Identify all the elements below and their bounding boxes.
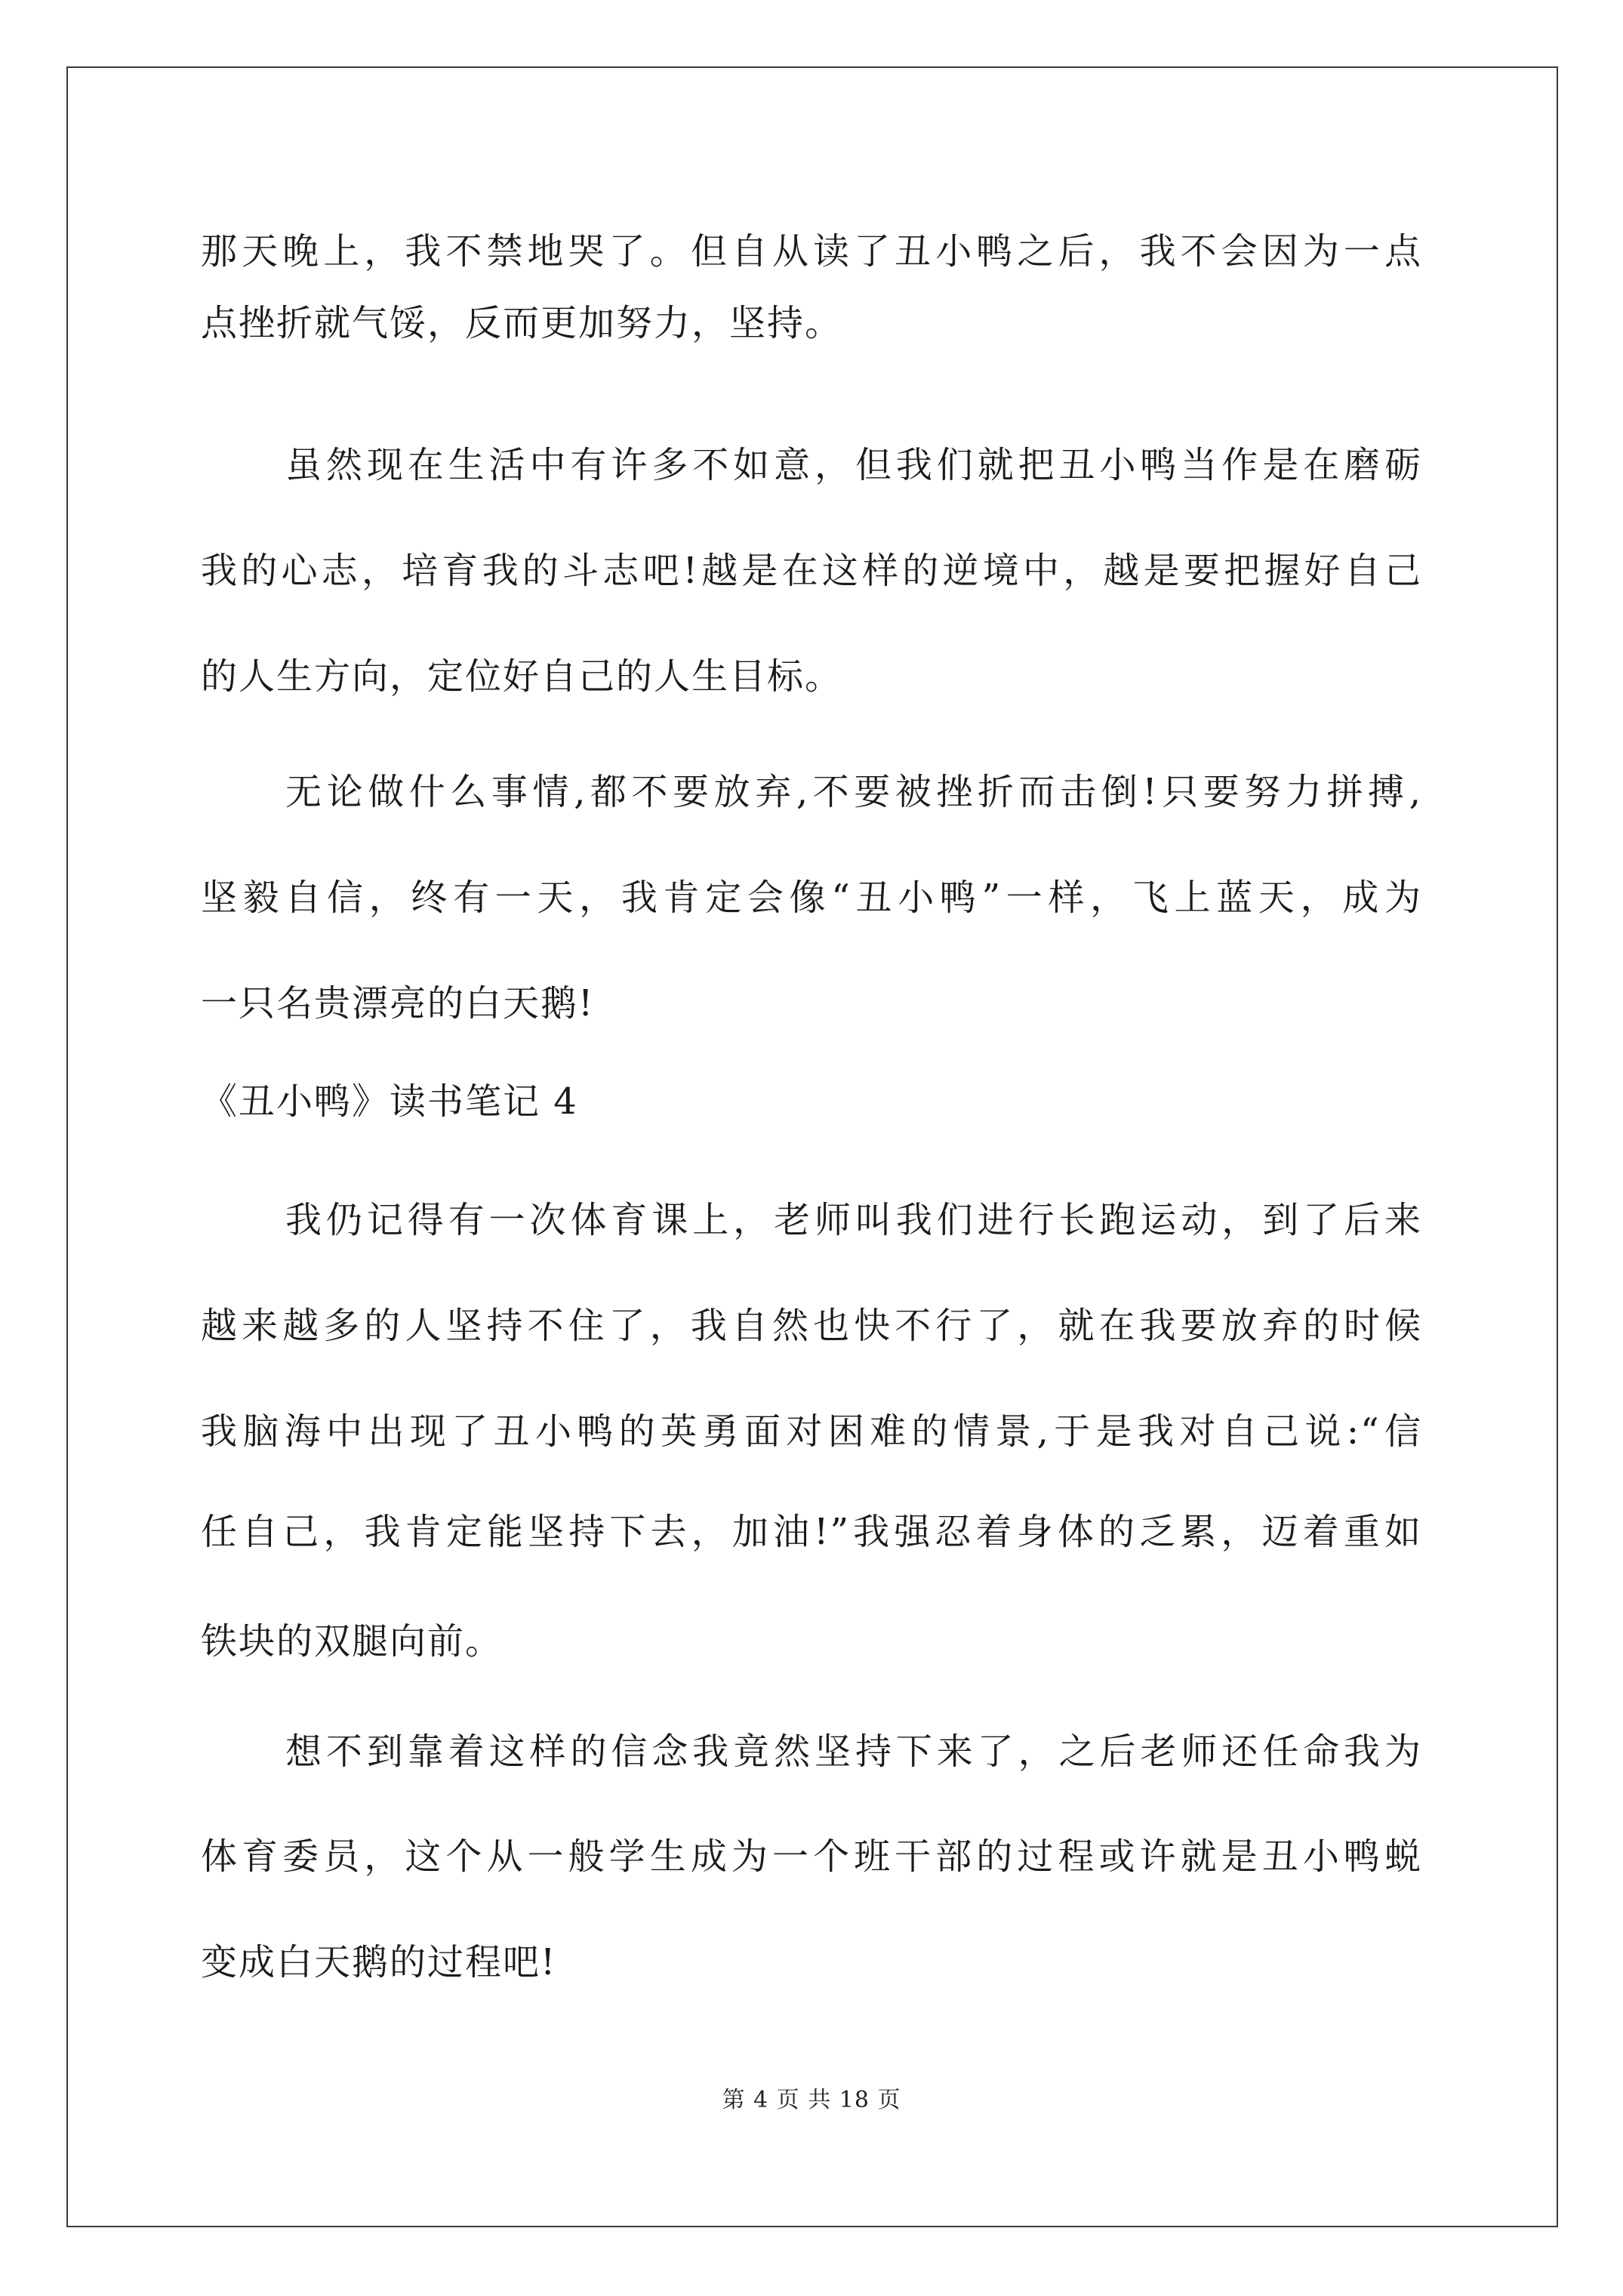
page-border: [66, 66, 1558, 2227]
text-line: 点挫折就气馁，反而更加努力，坚持。: [201, 302, 843, 344]
text-line: 的人生方向，定位好自己的人生目标。: [201, 655, 843, 698]
text-line: 那天晚上，我不禁地哭了。但自从读了丑小鸭之后，我不会因为一点: [201, 230, 1422, 273]
text-line: 任自己，我肯定能坚持下去，加油!”我强忍着身体的乏累，迈着重如: [201, 1511, 1422, 1553]
text-line: 无论做什么事情,都不要放弃,不要被挫折而击倒!只要努力拼搏,: [285, 771, 1422, 813]
text-line: 想不到靠着这样的信念我竟然坚持下来了，之后老师还任命我为: [285, 1730, 1422, 1773]
text-line: 坚毅自信，终有一天，我肯定会像“丑小鸭”一样，飞上蓝天，成为: [201, 877, 1422, 919]
page-footer: 第 4 页 共 18 页: [722, 2087, 901, 2113]
text-line: 我仍记得有一次体育课上，老师叫我们进行长跑运动，到了后来: [285, 1199, 1422, 1241]
text-line: 越来越多的人坚持不住了，我自然也快不行了，就在我要放弃的时候: [201, 1305, 1422, 1347]
text-line: 体育委员，这个从一般学生成为一个班干部的过程或许就是丑小鸭蜕: [201, 1835, 1422, 1878]
text-line: 虽然现在生活中有许多不如意，但我们就把丑小鸭当作是在磨砺: [285, 444, 1422, 486]
text-line: 一只名贵漂亮的白天鹅!: [201, 982, 595, 1025]
text-line: 我的心志，培育我的斗志吧!越是在这样的逆境中，越是要把握好自己: [201, 550, 1422, 592]
section-heading: 《丑小鸭》读书笔记 4: [201, 1080, 578, 1123]
text-line: 变成白天鹅的过程吧!: [201, 1941, 557, 1983]
text-line: 铁块的双腿向前。: [201, 1620, 504, 1663]
text-line: 我脑海中出现了丑小鸭的英勇面对困难的情景,于是我对自己说:“信: [201, 1410, 1422, 1453]
